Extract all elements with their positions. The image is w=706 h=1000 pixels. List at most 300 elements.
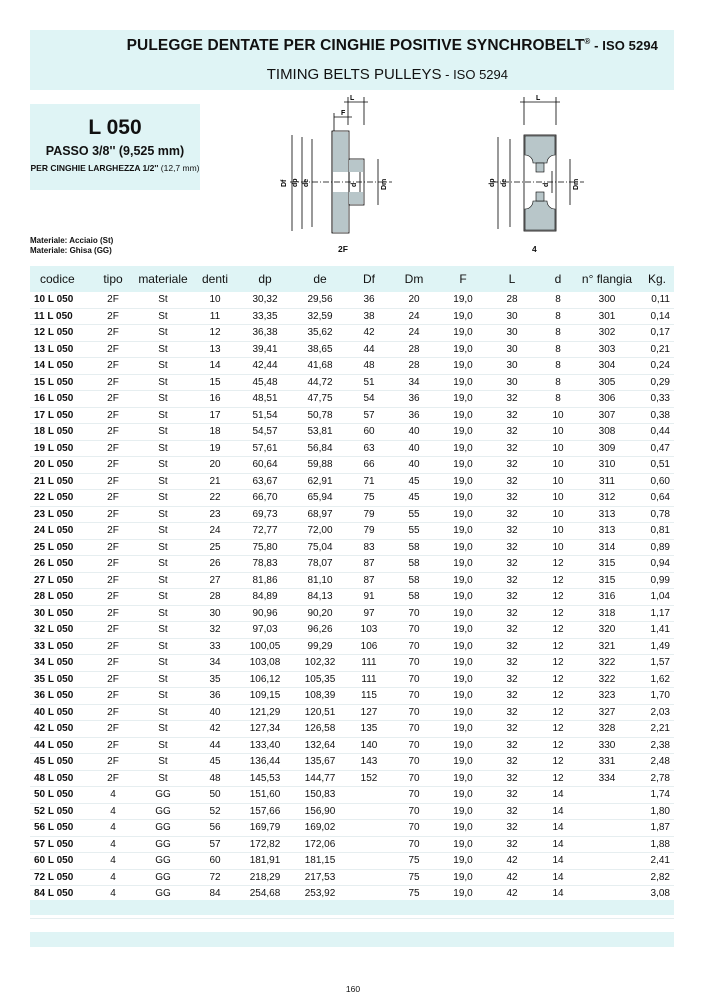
cell-tipo: 2F	[92, 523, 134, 540]
table-row	[30, 572, 674, 589]
cell-d: 14	[536, 869, 580, 886]
cell-kg: 0,47	[634, 440, 674, 457]
cell-denti: 35	[192, 671, 238, 688]
cell-kg: 0,38	[634, 407, 674, 424]
cell-dm: 70	[390, 622, 438, 639]
cell-materiale: GG	[134, 853, 192, 870]
table-row	[30, 308, 674, 325]
dim-l-label: L	[350, 95, 355, 102]
table-row	[30, 869, 674, 886]
cell-codice: 30 L 050	[30, 605, 92, 622]
cell-de: 84,13	[292, 589, 348, 606]
cell-l: 32	[488, 391, 536, 408]
cell-dp: 151,60	[238, 787, 292, 804]
cell-d: 12	[536, 589, 580, 606]
table-row	[30, 374, 674, 391]
col-header-df: Df	[348, 266, 390, 292]
cell-l: 32	[488, 572, 536, 589]
dim-d-label: d	[351, 182, 358, 187]
cell-flangia: 310	[580, 457, 634, 474]
dim-dp-label: dp	[292, 178, 299, 187]
cell-kg: 1,57	[634, 655, 674, 672]
cell-dm: 75	[390, 886, 438, 903]
cell-f: 19,0	[438, 853, 488, 870]
cell-dp: 72,77	[238, 523, 292, 540]
cell-codice: 72 L 050	[30, 869, 92, 886]
cell-codice: 20 L 050	[30, 457, 92, 474]
cell-flangia: 306	[580, 391, 634, 408]
cell-codice: 13 L 050	[30, 341, 92, 358]
catalog-subtitle: TIMING BELTS PULLEYS - ISO 5294	[266, 66, 508, 83]
cell-de: 156,90	[292, 803, 348, 820]
cell-dm: 70	[390, 721, 438, 738]
cell-de: 68,97	[292, 506, 348, 523]
cell-denti: 34	[192, 655, 238, 672]
cell-d: 12	[536, 754, 580, 771]
cell-tipo: 2F	[92, 440, 134, 457]
cell-d: 8	[536, 358, 580, 375]
cell-dm: 24	[390, 325, 438, 342]
cell-codice: 60 L 050	[30, 853, 92, 870]
cell-l: 32	[488, 473, 536, 490]
dim-de-label: de	[303, 178, 310, 187]
cell-kg: 3,08	[634, 886, 674, 903]
cell-materiale: GG	[134, 787, 192, 804]
cell-f: 19,0	[438, 440, 488, 457]
cell-materiale: St	[134, 358, 192, 375]
cell-d: 14	[536, 836, 580, 853]
cell-flangia: 303	[580, 341, 634, 358]
cell-materiale: St	[134, 754, 192, 771]
cell-tipo: 4	[92, 853, 134, 870]
cell-codice: 10 L 050	[30, 292, 92, 308]
cell-f: 19,0	[438, 523, 488, 540]
cell-flangia	[580, 820, 634, 837]
cell-denti: 72	[192, 869, 238, 886]
cell-tipo: 2F	[92, 424, 134, 441]
cell-materiale: St	[134, 473, 192, 490]
cell-dp: 172,82	[238, 836, 292, 853]
cell-tipo: 2F	[92, 704, 134, 721]
cell-l: 32	[488, 407, 536, 424]
cell-tipo: 2F	[92, 589, 134, 606]
cell-df: 111	[348, 655, 390, 672]
cell-codice: 25 L 050	[30, 539, 92, 556]
table-row	[30, 440, 674, 457]
cell-flangia	[580, 869, 634, 886]
cell-df: 36	[348, 292, 390, 308]
cell-flangia: 334	[580, 770, 634, 787]
cell-tipo: 2F	[92, 655, 134, 672]
cell-denti: 26	[192, 556, 238, 573]
col-header-dm: Dm	[390, 266, 438, 292]
cell-dm: 70	[390, 655, 438, 672]
cell-materiale: St	[134, 457, 192, 474]
cell-tipo: 2F	[92, 490, 134, 507]
cell-tipo: 2F	[92, 407, 134, 424]
cell-f: 19,0	[438, 325, 488, 342]
cell-denti: 40	[192, 704, 238, 721]
cell-l: 32	[488, 737, 536, 754]
cell-df: 71	[348, 473, 390, 490]
cell-dm: 70	[390, 787, 438, 804]
cell-dp: 60,64	[238, 457, 292, 474]
col-header-codice: codice	[30, 266, 92, 292]
cell-kg: 0,17	[634, 325, 674, 342]
cell-tipo: 2F	[92, 638, 134, 655]
cell-dm: 28	[390, 341, 438, 358]
cell-dm: 70	[390, 836, 438, 853]
cell-l: 42	[488, 853, 536, 870]
cell-tipo: 2F	[92, 688, 134, 705]
cell-f: 19,0	[438, 688, 488, 705]
cell-df: 42	[348, 325, 390, 342]
cell-dp: 106,12	[238, 671, 292, 688]
table-row	[30, 407, 674, 424]
cell-dp: 66,70	[238, 490, 292, 507]
cell-df: 63	[348, 440, 390, 457]
cell-dp: 54,57	[238, 424, 292, 441]
cell-f: 19,0	[438, 820, 488, 837]
cell-f: 19,0	[438, 869, 488, 886]
cell-de: 217,53	[292, 869, 348, 886]
cell-kg: 0,60	[634, 473, 674, 490]
col-header-dp: dp	[238, 266, 292, 292]
cell-denti: 30	[192, 605, 238, 622]
cell-codice: 15 L 050	[30, 374, 92, 391]
cell-l: 32	[488, 605, 536, 622]
cell-materiale: St	[134, 737, 192, 754]
cell-dp: 133,40	[238, 737, 292, 754]
cell-dp: 69,73	[238, 506, 292, 523]
cell-d: 10	[536, 457, 580, 474]
cell-df: 111	[348, 671, 390, 688]
cell-tipo: 4	[92, 869, 134, 886]
cell-dp: 45,48	[238, 374, 292, 391]
cell-f: 19,0	[438, 556, 488, 573]
cell-kg: 0,99	[634, 572, 674, 589]
cell-de: 253,92	[292, 886, 348, 903]
cell-dm: 58	[390, 539, 438, 556]
cell-flangia: 313	[580, 523, 634, 540]
cell-flangia: 328	[580, 721, 634, 738]
drawing-label-4: 4	[532, 244, 537, 254]
cell-d: 12	[536, 572, 580, 589]
cell-materiale: St	[134, 556, 192, 573]
cell-tipo: 2F	[92, 473, 134, 490]
cell-l: 32	[488, 820, 536, 837]
cell-df: 54	[348, 391, 390, 408]
cell-df: 106	[348, 638, 390, 655]
cell-dm: 55	[390, 506, 438, 523]
cell-dm: 40	[390, 424, 438, 441]
cell-l: 32	[488, 539, 536, 556]
cell-d: 10	[536, 523, 580, 540]
cell-kg: 1,87	[634, 820, 674, 837]
cell-materiale: St	[134, 490, 192, 507]
cell-de: 135,67	[292, 754, 348, 771]
cell-d: 8	[536, 391, 580, 408]
cell-d: 14	[536, 787, 580, 804]
page-header	[30, 30, 674, 90]
cell-denti: 20	[192, 457, 238, 474]
cell-kg: 0,24	[634, 358, 674, 375]
cell-dp: 48,51	[238, 391, 292, 408]
cell-kg: 1,74	[634, 787, 674, 804]
cell-l: 32	[488, 671, 536, 688]
cell-codice: 84 L 050	[30, 886, 92, 903]
cell-de: 59,88	[292, 457, 348, 474]
table-row	[30, 457, 674, 474]
cell-kg: 1,41	[634, 622, 674, 639]
cell-d: 10	[536, 473, 580, 490]
cell-denti: 18	[192, 424, 238, 441]
cell-l: 32	[488, 787, 536, 804]
table-row	[30, 523, 674, 540]
cell-d: 10	[536, 506, 580, 523]
cell-f: 19,0	[438, 787, 488, 804]
cell-denti: 22	[192, 490, 238, 507]
cell-dm: 34	[390, 374, 438, 391]
table-header-row	[30, 266, 674, 292]
cell-kg: 1,04	[634, 589, 674, 606]
cell-tipo: 2F	[92, 770, 134, 787]
cell-tipo: 2F	[92, 391, 134, 408]
cell-dp: 75,80	[238, 539, 292, 556]
cell-l: 32	[488, 556, 536, 573]
cell-flangia: 314	[580, 539, 634, 556]
cell-codice: 14 L 050	[30, 358, 92, 375]
cell-flangia: 312	[580, 490, 634, 507]
cell-flangia	[580, 803, 634, 820]
cell-f: 19,0	[438, 424, 488, 441]
cell-d: 8	[536, 374, 580, 391]
table-row	[30, 820, 674, 837]
cell-codice: 26 L 050	[30, 556, 92, 573]
cell-kg: 2,03	[634, 704, 674, 721]
table-row	[30, 655, 674, 672]
cell-codice: 21 L 050	[30, 473, 92, 490]
cell-de: 181,15	[292, 853, 348, 870]
cell-de: 44,72	[292, 374, 348, 391]
cell-l: 32	[488, 523, 536, 540]
table-row	[30, 704, 674, 721]
cell-codice: 40 L 050	[30, 704, 92, 721]
cell-d: 12	[536, 655, 580, 672]
cell-flangia: 305	[580, 374, 634, 391]
cell-flangia: 315	[580, 572, 634, 589]
cell-tipo: 2F	[92, 506, 134, 523]
cell-codice: 27 L 050	[30, 572, 92, 589]
cell-df: 91	[348, 589, 390, 606]
drawing-label-2f: 2F	[338, 244, 348, 254]
table-row	[30, 473, 674, 490]
cell-df: 38	[348, 308, 390, 325]
table-row	[30, 836, 674, 853]
cell-flangia: 304	[580, 358, 634, 375]
table-row	[30, 671, 674, 688]
cell-denti: 10	[192, 292, 238, 308]
cell-dp: 181,91	[238, 853, 292, 870]
cell-tipo: 2F	[92, 325, 134, 342]
cell-dm: 70	[390, 671, 438, 688]
cell-tipo: 2F	[92, 721, 134, 738]
cell-de: 62,91	[292, 473, 348, 490]
series-pitch: PASSO 3/8'' (9,525 mm)	[45, 144, 185, 158]
table-row	[30, 688, 674, 705]
cell-d: 10	[536, 440, 580, 457]
dim-l-label: L	[536, 95, 541, 102]
table-row	[30, 358, 674, 375]
cell-kg: 0,78	[634, 506, 674, 523]
cell-codice: 16 L 050	[30, 391, 92, 408]
cell-de: 38,65	[292, 341, 348, 358]
material-steel: Materiale: Acciaio (St)	[30, 236, 114, 245]
cell-de: 105,35	[292, 671, 348, 688]
cell-d: 14	[536, 803, 580, 820]
cell-tipo: 2F	[92, 605, 134, 622]
cell-codice: 56 L 050	[30, 820, 92, 837]
cell-dm: 70	[390, 688, 438, 705]
cell-materiale: St	[134, 407, 192, 424]
cell-dp: 109,15	[238, 688, 292, 705]
cell-dm: 55	[390, 523, 438, 540]
cell-flangia: 300	[580, 292, 634, 308]
table-row	[30, 424, 674, 441]
pulley-drawing-2f	[280, 95, 400, 245]
cell-codice: 33 L 050	[30, 638, 92, 655]
cell-df: 48	[348, 358, 390, 375]
cell-materiale: St	[134, 605, 192, 622]
cell-kg: 2,48	[634, 754, 674, 771]
table-row	[30, 787, 674, 804]
cell-codice: 36 L 050	[30, 688, 92, 705]
cell-f: 19,0	[438, 836, 488, 853]
cell-codice: 12 L 050	[30, 325, 92, 342]
cell-l: 32	[488, 721, 536, 738]
cell-denti: 25	[192, 539, 238, 556]
cell-tipo: 4	[92, 836, 134, 853]
cell-materiale: St	[134, 292, 192, 308]
dim-dm-label: Dm	[573, 178, 580, 190]
cell-d: 12	[536, 721, 580, 738]
cell-dm: 24	[390, 308, 438, 325]
cell-de: 96,26	[292, 622, 348, 639]
cell-denti: 52	[192, 803, 238, 820]
cell-d: 14	[536, 820, 580, 837]
cell-denti: 42	[192, 721, 238, 738]
cell-denti: 16	[192, 391, 238, 408]
cell-dm: 70	[390, 704, 438, 721]
cell-d: 10	[536, 490, 580, 507]
cell-dp: 254,68	[238, 886, 292, 903]
cell-denti: 21	[192, 473, 238, 490]
cell-de: 47,75	[292, 391, 348, 408]
cell-d: 8	[536, 341, 580, 358]
cell-de: 90,20	[292, 605, 348, 622]
cell-df: 75	[348, 490, 390, 507]
cell-l: 32	[488, 457, 536, 474]
cell-dm: 70	[390, 605, 438, 622]
cell-dp: 57,61	[238, 440, 292, 457]
cell-dm: 45	[390, 490, 438, 507]
cell-l: 32	[488, 770, 536, 787]
cell-dm: 70	[390, 737, 438, 754]
cell-de: 32,59	[292, 308, 348, 325]
cell-d: 12	[536, 671, 580, 688]
table-row	[30, 292, 674, 308]
cell-df: 83	[348, 539, 390, 556]
cell-materiale: St	[134, 308, 192, 325]
cell-flangia: 307	[580, 407, 634, 424]
cell-flangia: 311	[580, 473, 634, 490]
cell-df: 44	[348, 341, 390, 358]
cell-tipo: 2F	[92, 754, 134, 771]
cell-kg: 0,14	[634, 308, 674, 325]
cell-codice: 48 L 050	[30, 770, 92, 787]
material-cast-iron: Materiale: Ghisa (GG)	[30, 246, 112, 255]
cell-codice: 28 L 050	[30, 589, 92, 606]
cell-materiale: St	[134, 770, 192, 787]
cell-denti: 33	[192, 638, 238, 655]
cell-denti: 14	[192, 358, 238, 375]
cell-materiale: St	[134, 655, 192, 672]
dim-d-label: d	[543, 182, 550, 187]
cell-df: 152	[348, 770, 390, 787]
cell-denti: 84	[192, 886, 238, 903]
cell-l: 30	[488, 358, 536, 375]
cell-codice: 32 L 050	[30, 622, 92, 639]
cell-de: 108,39	[292, 688, 348, 705]
cell-df: 66	[348, 457, 390, 474]
cell-f: 19,0	[438, 754, 488, 771]
cell-tipo: 4	[92, 820, 134, 837]
cell-df: 57	[348, 407, 390, 424]
cell-df: 127	[348, 704, 390, 721]
cell-dp: 218,29	[238, 869, 292, 886]
cell-codice: 23 L 050	[30, 506, 92, 523]
cell-dm: 45	[390, 473, 438, 490]
belt-width-note: PER CINGHIE LARGHEZZA 1/2'' (12,7 mm)	[30, 163, 200, 173]
cell-f: 19,0	[438, 572, 488, 589]
cell-dp: 81,86	[238, 572, 292, 589]
cell-dp: 97,03	[238, 622, 292, 639]
cell-dp: 42,44	[238, 358, 292, 375]
table-row	[30, 770, 674, 787]
materials-legend	[30, 236, 113, 256]
cell-d: 12	[536, 622, 580, 639]
cell-kg: 0,89	[634, 539, 674, 556]
cell-codice: 19 L 050	[30, 440, 92, 457]
cell-flangia: 302	[580, 325, 634, 342]
cell-f: 19,0	[438, 622, 488, 639]
table-row	[30, 853, 674, 870]
cell-kg: 0,29	[634, 374, 674, 391]
cell-f: 19,0	[438, 770, 488, 787]
cell-denti: 15	[192, 374, 238, 391]
cell-kg: 0,64	[634, 490, 674, 507]
cell-denti: 12	[192, 325, 238, 342]
cell-flangia: 313	[580, 506, 634, 523]
cell-flangia: 320	[580, 622, 634, 639]
col-header-de: de	[292, 266, 348, 292]
cell-dm: 36	[390, 407, 438, 424]
cell-d: 8	[536, 325, 580, 342]
cell-dp: 36,38	[238, 325, 292, 342]
cell-d: 8	[536, 292, 580, 308]
cell-dp: 33,35	[238, 308, 292, 325]
cell-flangia: 316	[580, 589, 634, 606]
